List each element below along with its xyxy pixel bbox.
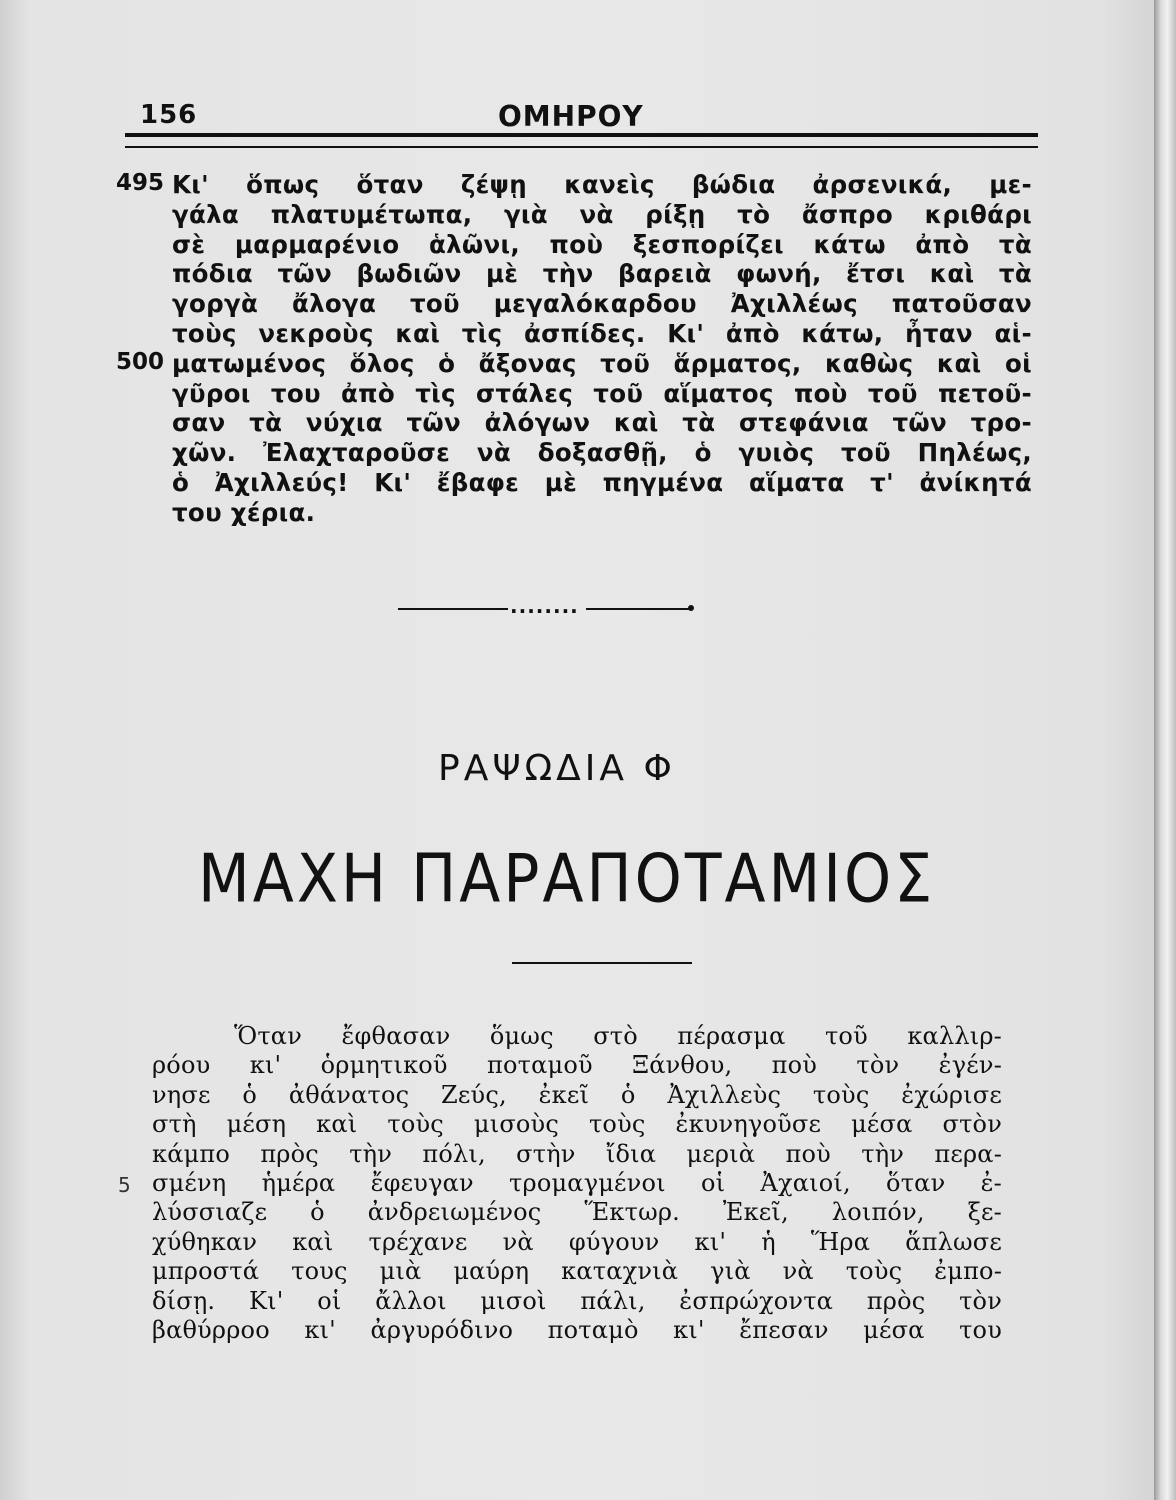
verse-line [116,289,1046,319]
verse-line [116,259,1046,289]
verse-text: σὲ μαρμαρένιο ἁλῶνι, ποὺ ξεσπορίζει κάτω ἀπὸ τὰ [172,229,1032,259]
prose-line [152,1051,1002,1080]
verse-line [116,468,1046,498]
line-number: 500 [116,348,165,375]
ornament-end-dot [688,605,694,611]
verse-text: ματωμένος ὅλος ὁ ἄξονας τοῦ ἅρματος, καθὼς καὶ οἱ [172,348,1032,378]
prose-text: σμένη ἡμέρα ἔφευγαν τρομαγμένοι οἱ Ἀχαιοί, ὅταν ἐ- [152,1168,1002,1197]
verse-line [116,230,1046,260]
prose-line [152,1257,1002,1286]
verse-text: γάλα πλατυμέτωπα, γιὰ νὰ ρίξῃ τὸ ἄσπρο κριθάρι [172,199,1032,229]
prose-text: κάμπο πρὸς τὴν πόλι, στὴν ἴδια μεριὰ ποὺ τὴν περα- [152,1139,1002,1168]
verse-line [116,438,1046,468]
verse-text: του χέρια. [172,497,316,527]
page-edge-shadow [1154,0,1176,1500]
page-number: 156 [140,100,198,130]
ornament-dash-right [586,608,690,610]
prose-text: δίσῃ. Κι' οἱ ἄλλοι μισοὶ πάλι, ἐσπρώχοντα πρὸς τὸν [152,1286,1002,1315]
prose-line [118,1168,1002,1198]
verse-text: σαν τὰ νύχια τῶν ἀλόγων καὶ τὰ στεφάνια τῶν τρο- [172,408,1032,438]
verse-line [116,349,1046,379]
prose-line [152,1316,1002,1345]
verse-text: τοὺς νεκροὺς καὶ τὶς ἀσπίδες. Κι' ἀπὸ κάτω, ἦταν αἱ- [172,318,1032,348]
verse-line [116,319,1046,349]
prose-line [152,1022,1002,1051]
prose-text: μπροστά τους μιὰ μαύρη καταχνιὰ γιὰ νὰ τοὺς ἐμπο- [152,1257,1002,1286]
verse-text: γοργὰ ἄλογα τοῦ μεγαλόκαρδου Ἀχιλλέως πατοῦσαν [172,289,1032,319]
margin-line-mark: 5 [118,1172,131,1197]
prose-line [152,1228,1002,1257]
ornament-dash-left [398,608,508,610]
verse-line [116,200,1046,230]
header-rule-thick [125,133,1038,137]
verse-text: ὁ Ἀχιλλεύς! Κι' ἔβαφε μὲ πηγμένα αἵματα τ' ἀνίκητά [172,467,1032,497]
chapter-title: ΜΑΧΗ ΠΑΡΑΠΟΤΑΜΙΟΣ [198,840,936,919]
verse-line [116,498,1046,528]
prose-line [152,1110,1002,1139]
verse-text: πόδια τῶν βωδιῶν μὲ τὴν βαρειὰ φωνή, ἔτσι καὶ τὰ [172,259,1032,289]
prose-text: λύσσιαζε ὁ ἀνδρειωμένος Ἕκτωρ. Ἐκεῖ, λοιπόν, ξε- [152,1198,1002,1227]
verse-block [116,170,1046,528]
prose-text: νησε ὁ ἀθάνατος Ζεύς, ἐκεῖ ὁ Ἀχιλλεὺς τοὺς ἐχώρισε [152,1080,1002,1109]
prose-text: στὴ μέση καὶ τοὺς μισοὺς τοὺς ἐκυνηγοῦσε μέσα στὸν [152,1110,1002,1139]
prose-block [118,1022,1002,1345]
prose-text: Ὅταν ἔφθασαν ὅμως στὸ πέρασμα τοῦ καλλιρ- [234,1022,1002,1050]
verse-line [116,408,1046,438]
prose-text: βαθύρροο κι' ἀργυρόδινο ποταμὸ κι' ἔπεσαν μέσα του [152,1315,1002,1344]
verse-text: χῶν. Ἐλαχταροῦσε νὰ δοξασθῇ, ὁ γυιὸς τοῦ Πηλέως, [172,438,1032,468]
section-ornament [398,594,698,618]
ornament-dots: ........ [510,594,579,618]
line-number: 495 [116,170,165,196]
verse-line [116,379,1046,409]
prose-text: ρόου κι' ὁρμητικοῦ ποταμοῦ Ξάνθου, ποὺ τὸν ἐγέν- [152,1051,1002,1080]
prose-line [152,1081,1002,1110]
prose-line [152,1287,1002,1316]
verse-line [116,170,1046,200]
prose-text: χύθηκαν καὶ τρέχανε νὰ φύγουν κι' ἡ Ἥρα ἅπλωσε [152,1227,1002,1256]
verse-text: γῦροι του ἀπὸ τὶς στάλες τοῦ αἵματος ποὺ τοῦ πετοῦ- [172,378,1032,408]
running-title: ΟΜΗΡΟΥ [498,100,644,133]
header-rule-thin [125,146,1038,148]
rhapsody-label: ΡΑΨΩΔΙΑ Φ [438,748,676,789]
prose-line [152,1198,1002,1227]
title-rule [512,962,692,964]
prose-line [152,1140,1002,1169]
verse-text: Κι' ὅπως ὅταν ζέψῃ κανεὶς βώδια ἀρσενικά, με- [172,170,1032,199]
